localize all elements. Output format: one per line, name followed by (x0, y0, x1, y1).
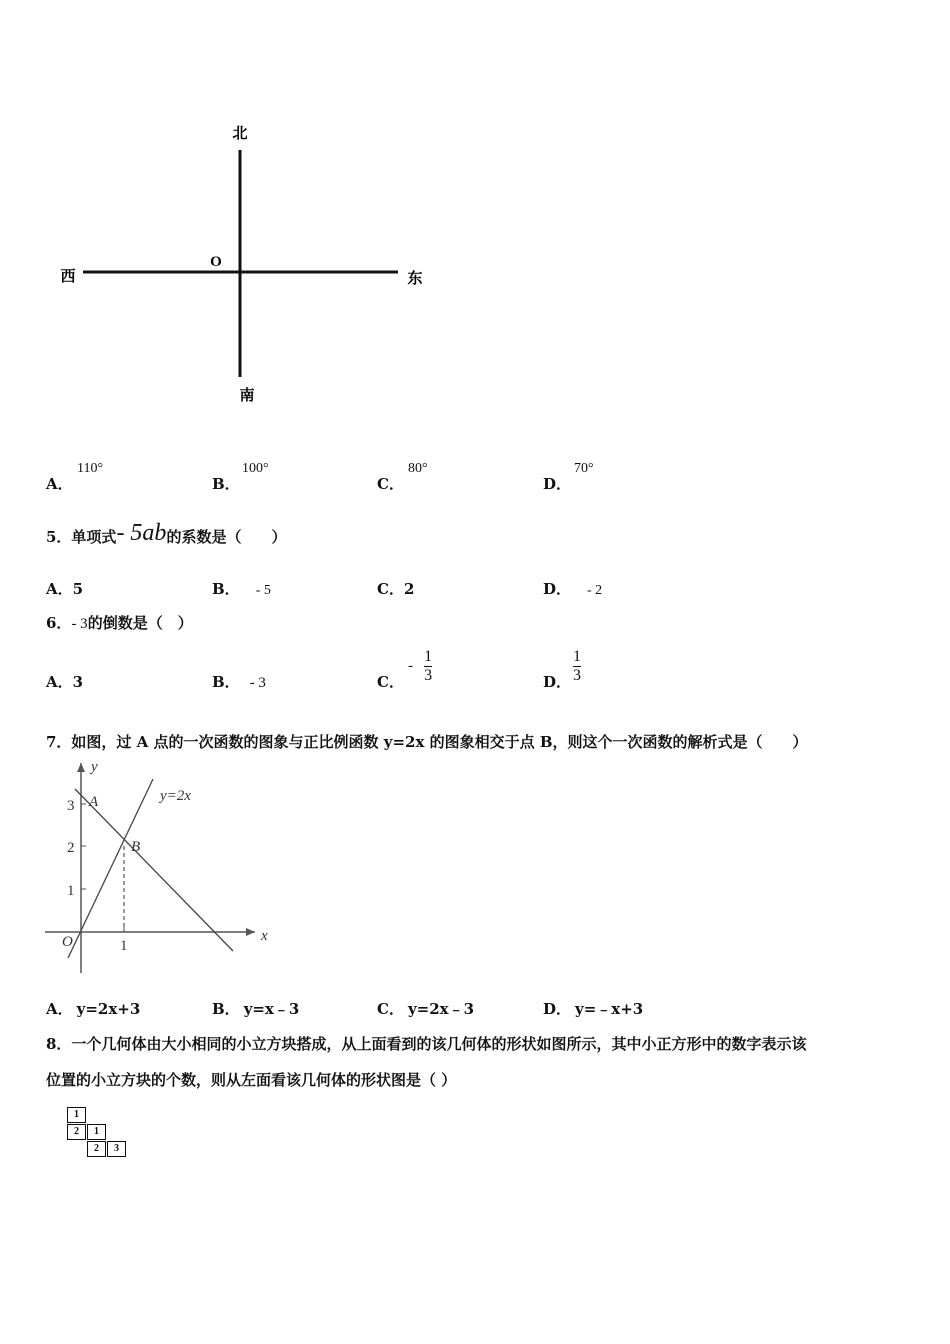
x-axis-label: x (261, 928, 268, 944)
q7-graph (40, 753, 285, 978)
west-label: 西 (60, 269, 76, 285)
q4-option-a-value: 110° (77, 461, 104, 476)
q5-option-c: C．2 (377, 580, 415, 598)
y-tick-3: 3 (67, 798, 75, 814)
question-8-line-1: 8．一个几何体由大小相同的小立方块搭成，从上面看到的该几何体的形状如图所示，其中小正方形中的数字表示该 (46, 1035, 807, 1053)
q4-option-b: B． (212, 475, 240, 493)
origin-label: O (210, 254, 222, 270)
y-tick-1: 1 (67, 883, 75, 899)
north-label: 北 (232, 126, 248, 142)
grid-cell: 3 (107, 1141, 126, 1157)
grid-cell: 1 (87, 1124, 106, 1140)
q8-top-view-grid (67, 1107, 129, 1159)
q7-option-b: B． y=x﹣3 (212, 1000, 300, 1018)
q4-option-b-value: 100° (242, 461, 269, 476)
compass-figure (50, 115, 450, 415)
q5-option-d: D． - 2 (543, 580, 603, 598)
question-8-line-2: 位置的小立方块的个数，则从左面看该几何体的形状图是（ ） (46, 1071, 457, 1089)
q7-option-a: A． y=2x+3 (46, 1000, 141, 1018)
q7-option-c: C． y=2x﹣3 (377, 1000, 475, 1018)
south-label: 南 (239, 388, 255, 404)
question-7: 7．如图，过 A 点的一次函数的图象与正比例函数 y=2x 的图象相交于点 B，则这个一次函数的解析式是（ ） (46, 733, 808, 751)
grid-cell: 2 (87, 1141, 106, 1157)
q4-option-d: D． (543, 475, 572, 493)
q6-option-b: B． - 3 (212, 673, 266, 691)
q7-option-d: D． y=﹣x+3 (543, 1000, 644, 1018)
q4-option-d-value: 70° (574, 461, 594, 476)
q4-option-a: A． (46, 475, 73, 493)
q6-option-c-fraction: - $\frac{1}{3}$ (408, 648, 433, 684)
point-b-label: B (131, 839, 141, 855)
q4-option-c-value: 80° (408, 461, 428, 476)
question-5 (46, 520, 286, 547)
q4-option-c: C． (377, 475, 404, 493)
y-axis-label: y (91, 759, 98, 775)
question-6: 6．- 3的倒数是（ ） (46, 614, 193, 632)
q5-suffix: 的系数是（ ） (166, 528, 287, 546)
q6-option-d: D． (543, 673, 572, 691)
q6-option-a: A．3 (46, 673, 84, 691)
q5-option-a: A．5 (46, 580, 84, 598)
y-tick-2: 2 (67, 840, 75, 856)
q5-expression: - 5ab (116, 520, 167, 546)
x-tick-1: 1 (120, 938, 128, 954)
q5-prefix: 5．单项式 (46, 528, 117, 546)
line-label: y=2x (160, 788, 191, 804)
point-a-label: A (89, 794, 99, 810)
q6-option-d-fraction: $\frac{1}{3}$ (573, 648, 581, 684)
grid-cell: 1 (67, 1107, 86, 1123)
grid-cell: 2 (67, 1124, 86, 1140)
q6-option-c: C． (377, 673, 404, 691)
q5-option-b: B． - 5 (212, 580, 271, 598)
east-label: 东 (407, 271, 423, 287)
origin-o-label: O (62, 934, 73, 950)
